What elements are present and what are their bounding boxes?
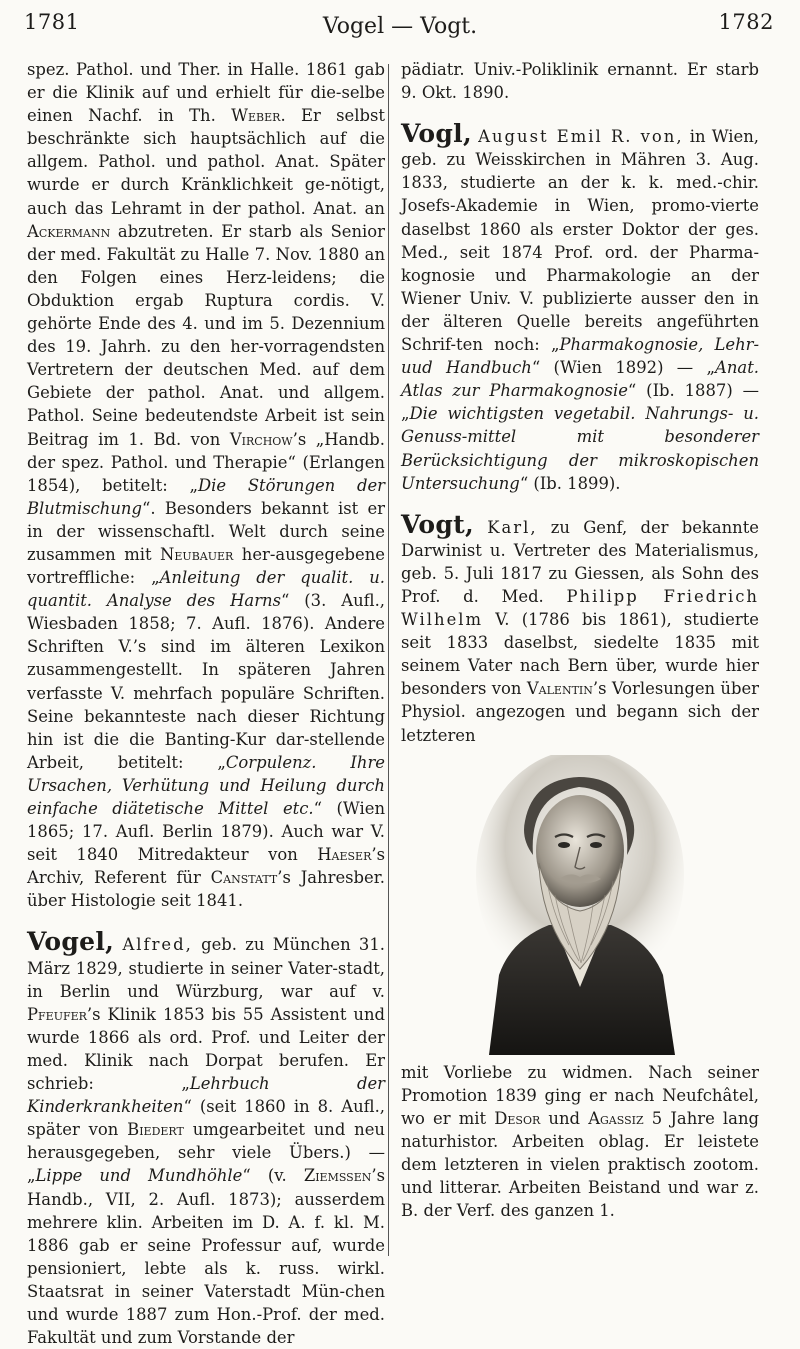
book-title: Lippe und Mundhöhle (35, 1166, 243, 1186)
person-name: Pfeufer (27, 1004, 87, 1024)
person-name: Ziemssen (303, 1166, 372, 1186)
book-title: Die Störungen der Blutmischung (27, 475, 385, 518)
person-name: Biedert (127, 1120, 184, 1140)
running-title: Vogel — Vogt. (322, 14, 478, 39)
portrait-engraving-karl-vogt (471, 755, 689, 1055)
headword: Vogel, (27, 927, 115, 957)
vogt-karl-entry: Vogt, Karl, zu Genf, der bekannte Darwinist u. Vertreter des Materialismus, geb. 5. Juli 1817 zu Giessen, als Sohn des Prof. d. Med. Philipp Friedrich Wilhelm V. (1786 bis 1861), studierte seit 1833 daselbst, siedelte 1835 mit seinem Vater nach Bern über, wurde hier besonders von Valentin’s Vorlesungen über Physiol. angezogen und begann sich der letzteren (401, 509, 760, 745)
book-title: Anat. Atlas zur Pharmakognosie (401, 358, 759, 401)
vogel-alfred-entry-continuation: pädiatr. Univ.-Poliklinik ernannt. Er starb 9. Okt. 1890. (401, 60, 759, 103)
portrait-eye-left (558, 842, 570, 848)
headword: Vogl, (401, 119, 472, 149)
father-name: Philipp Friedrich Wilhelm (401, 586, 759, 630)
person-name: Valentin (526, 679, 593, 699)
given-names: Alfred, (122, 935, 193, 955)
column-divider (388, 64, 389, 1256)
person-name: Haeser (317, 845, 372, 865)
given-names: Karl, (487, 517, 538, 537)
right-column (401, 58, 759, 1222)
vogel-julius-entry-continuation: spez. Pathol. und Ther. in Halle. 1861 gab er die Klinik auf und erhielt für die-selbe einen Nachf. in Th. Weber. Er selbst beschränkte sich hauptsächlich auf die allgem. Pathol. und pathol. Anat. Später wurde er durch Kränklichkeit ge-nötigt, auch das Lehramt in der pathol. Anat. an Ackermann abzutreten. Er starb als Senior der med. Fakultät zu Halle 7. Nov. 1880 an den Folgen eines Herz-leidens; die Obduktion ergab Ruptura cordis. V. gehörte Ende des 4. und im 5. Dezennium des 19. Jahrh. zu den her-vorragendsten Vertretern der deutschen Med. auf dem Gebiete der pathol. Anat. und allgem. Pathol. Seine bedeutendste Arbeit ist sein Beitrag im 1. Bd. von Virchow’s „Handb. der spez. Pathol. und Therapie“ (Erlangen 1854), betitelt: „Die Störungen der Blutmischung“. Besonders bekannt ist er in der wissenschaftl. Welt durch seine zusammen mit Neubauer her-ausgegebene vortreffliche: „Anleitung der qualit. u. quantit. Analyse des Harns“ (3. Aufl., Wiesbaden 1858; 7. Aufl. 1876). Andere Schriften V.’s sind im älteren Lexikon zusammengestellt. In späteren Jahren verfasste V. mehrfach populäre Schriften. Seine bekannteste nach dieser Richtung hin ist die die Banting-Kur dar-stellende Arbeit, betitelt: „Corpulenz. Ihre Ursachen, Verhütung und Heilung durch einfache diätetische Mittel etc.“ (Wien 1865; 17. Aufl. Berlin 1879). Auch war V. seit 1840 Mitredakteur von Haeser’s Archiv, Referent für Canstatt’s Jahresber. über Histologie seit 1841. (27, 60, 386, 911)
headword: Vogt, (401, 509, 475, 539)
book-title: Anleitung der qualit. u. quantit. Analyse des Harns (27, 568, 386, 611)
person-name: Ackermann (27, 221, 111, 241)
person-name: Agassiz (588, 1108, 644, 1128)
given-names: August Emil R. von, (478, 127, 684, 147)
book-title: Die wichtigsten vegetabil. Nahrungs- u. Genuss-mittel mit besonderer Berücksichtigung der mikroskopischen Untersuchung (401, 404, 759, 493)
person-name: Weber (231, 106, 281, 126)
book-title: Corpulenz. Ihre Ursachen, Verhütung und Heilung durch einfache diätetische Mittel etc. (27, 752, 385, 818)
vogl-august-entry: Vogl, August Emil R. von, in Wien, geb. zu Weisskirchen in Mähren 3. Aug. 1833, studierte an der k. k. med.-chir. Josefs-Akademie in Wien, promo-vierte daselbst 1860 als erster Doktor der ges. Med., seit 1874 Prof. ord. der Pharma-kognosie und Pharmakologie an der Wiener Univ. V. publizierte ausser den in der älteren Quelle bereits angeführten Schrif-ten noch: „Pharmakognosie, Lehr- uud Handbuch“ (Wien 1892) — „Anat. Atlas zur Pharmakognosie“ (Ib. 1887) — „Die wichtigsten vegetabil. Nahrungs- u. Genuss-mittel mit besonderer Berücksichtigung der mikroskopischen Untersuchung“ (Ib. 1899). (401, 119, 760, 493)
page-number-right: 1782 (718, 10, 774, 34)
person-name: Desor (494, 1108, 541, 1128)
vogt-karl-entry-continuation: mit Vorliebe zu widmen. Nach seiner Promotion 1839 ging er nach Neufchâtel, wo er mit Desor und Agassiz 5 Jahre lang naturhistor. Arbeiten oblag. Er leistete dem letzteren in vielen praktisch zootom. und litterar. Arbeiten Beistand und war z. B. der Verf. des ganzen 1. (401, 1062, 759, 1221)
portrait-eye-right (590, 842, 602, 848)
person-name: Neubauer (160, 544, 234, 564)
left-column (27, 58, 385, 1349)
running-header (20, 10, 780, 50)
person-name: Canstatt (210, 868, 278, 888)
vogel-alfred-entry: Vogel, Alfred, geb. zu München 31. März 1829, studierte in seiner Vater-stadt, in Berlin und Würzburg, war auf v. Pfeufer’s Klinik 1853 bis 55 Assistent und wurde 1866 als ord. Prof. und Leiter der med. Klinik nach Dorpat berufen. Er schrieb: „Lehrbuch der Kinderkrankheiten“ (seit 1860 in 8. Aufl., später von Biedert umgearbeitet und neu herausgegeben, sehr viele Übers.) — „Lippe und Mundhöhle“ (v. Ziemssen’s Handb., VII, 2. Aufl. 1873); ausserdem mehrere klin. Arbeiten im D. A. f. kl. M. 1886 gab er seine Professur auf, wurde pensioniert, lebte als k. russ. wirkl. Staatsrat in seiner Vaterstadt Mün-chen und wurde 1887 zum Hon.-Prof. der med. Fakultät und zum Vorstande der (27, 927, 385, 1348)
book-title: Pharmakognosie, Lehr- uud Handbuch (401, 335, 760, 378)
page-number-left: 1781 (24, 10, 80, 34)
person-name: Virchow (229, 429, 293, 449)
book-title: Lehrbuch der Kinderkrankheiten (27, 1074, 385, 1117)
